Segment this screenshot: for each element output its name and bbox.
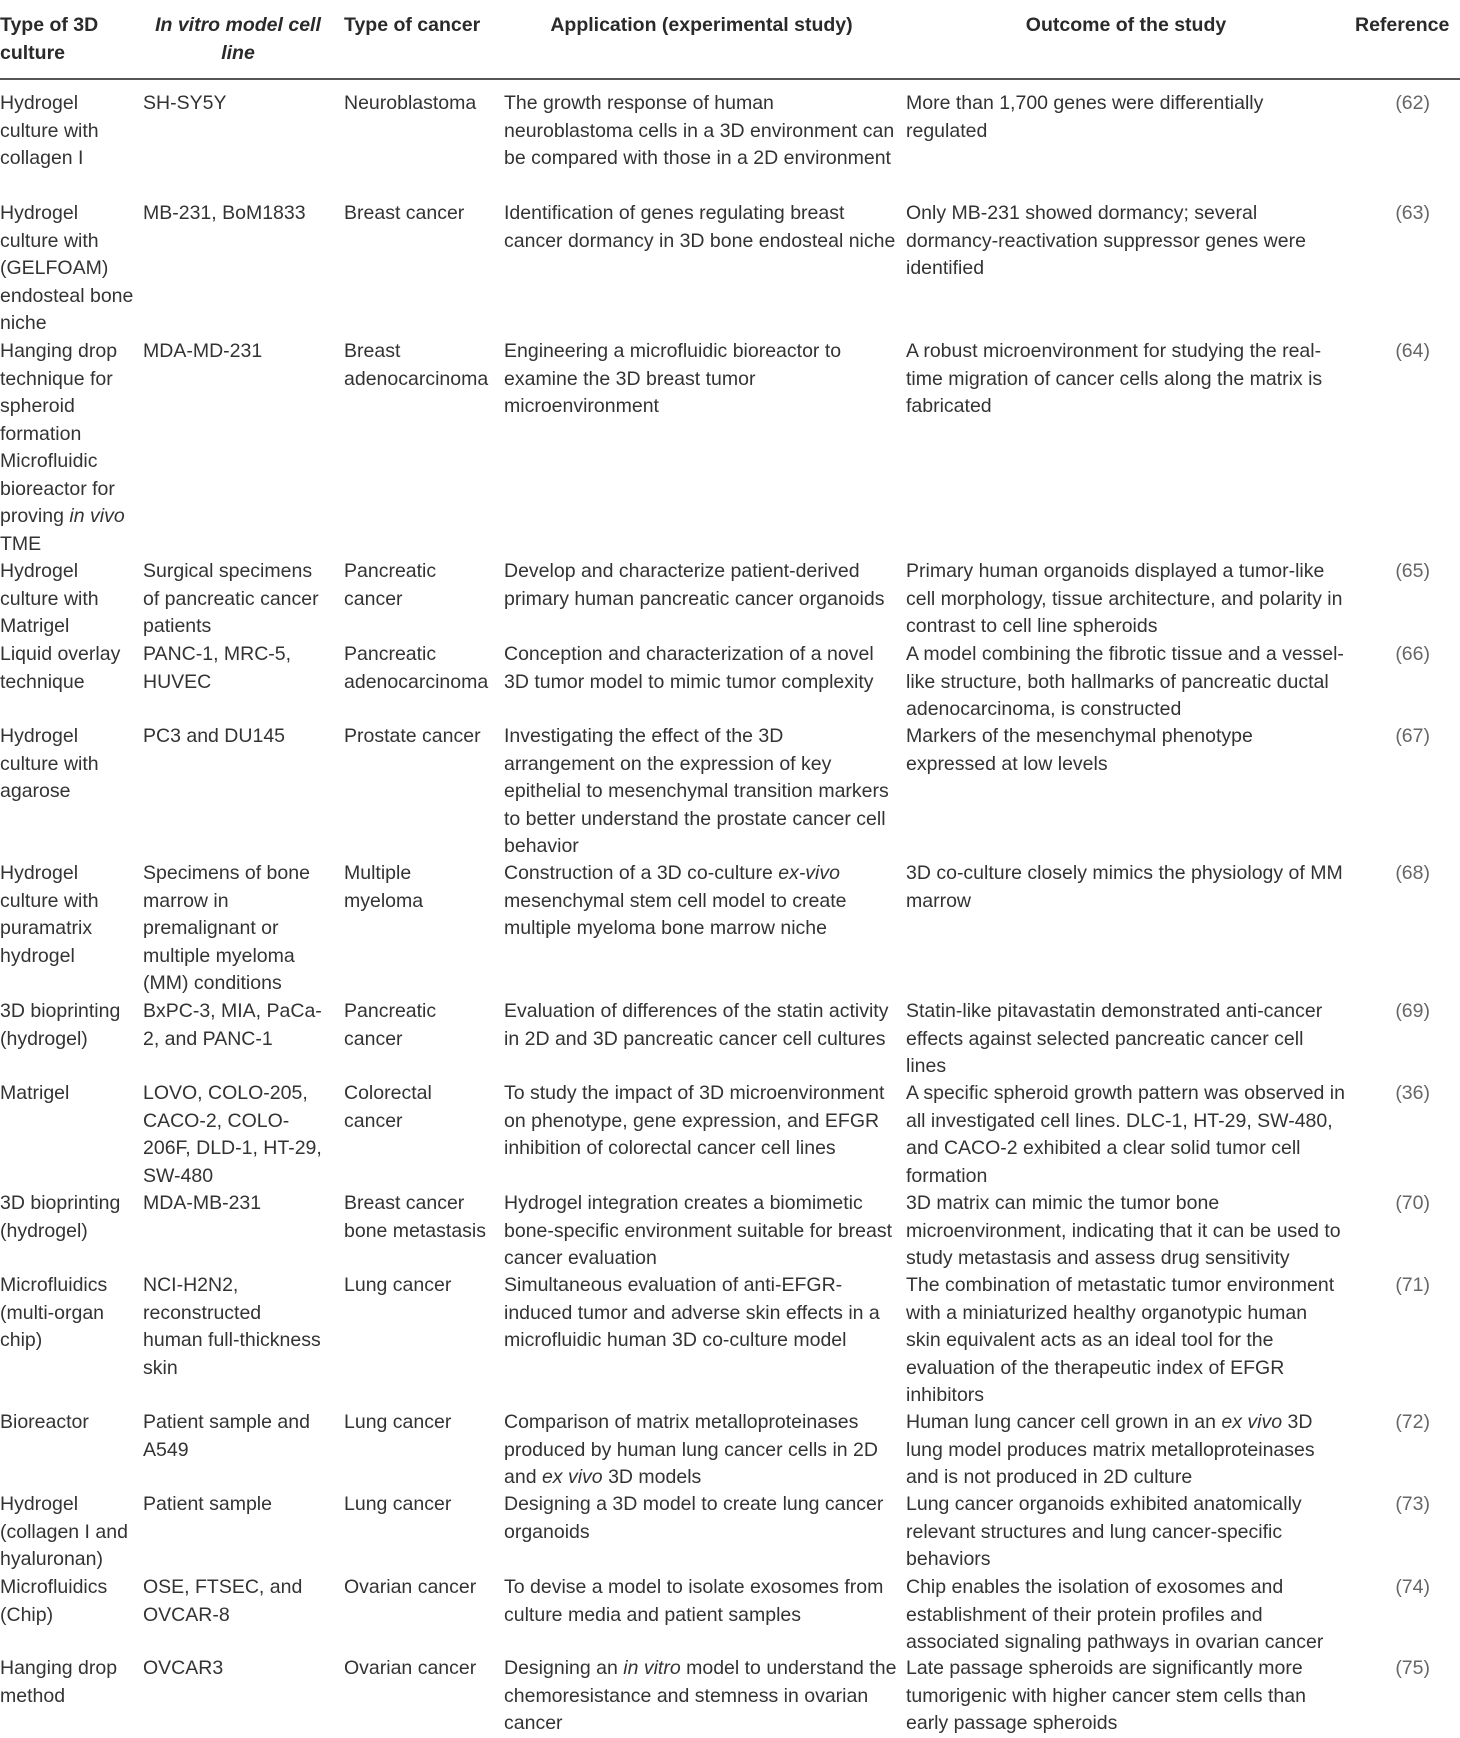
cell-type: Bioreactor xyxy=(0,1411,89,1433)
cell-outcome: 3D matrix can mimic the tumor bone microenvironment, indicating that it can be used to study metastasis and assess drug sensitivity xyxy=(906,1192,1341,1269)
cell-reference: (72) xyxy=(1395,1411,1430,1433)
cell-line: OSE, FTSEC, and OVCAR-8 xyxy=(143,1576,303,1626)
cell-cancer: Pancreatic cancer xyxy=(344,1000,437,1050)
cell-reference: (66) xyxy=(1395,643,1430,665)
cell-cancer: Ovarian cancer xyxy=(344,1576,477,1598)
cell-outcome: A specific spheroid growth pattern was observed in all investigated cell lines. DLC-1, HT-29, SW-480, and CACO-2 exhibited a clear solid tumor cell formation xyxy=(906,1082,1345,1187)
cell-type: Hydrogel culture with puramatrix hydrogel xyxy=(0,862,99,967)
cell-type: Microfluidics (multi-organ chip) xyxy=(0,1274,108,1351)
cell-outcome: The combination of metastatic tumor environment with a miniaturized healthy organotypic human skin equivalent acts as an ideal tool for the evaluation of the therapeutic index of EFGR inhibitors xyxy=(906,1274,1335,1406)
cell-outcome: Lung cancer organoids exhibited anatomically relevant structures and lung cancer-specific behaviors xyxy=(906,1493,1302,1570)
cell-type: Liquid overlay technique xyxy=(0,643,121,693)
cell-reference: (75) xyxy=(1395,1657,1430,1679)
cell-application: Develop and characterize patient-derived primary human pancreatic cancer organoids xyxy=(504,560,885,610)
cell-line: Patient sample and A549 xyxy=(143,1411,310,1461)
cell-cancer: Colorectal cancer xyxy=(344,1082,432,1132)
header-outcome: Outcome of the study xyxy=(1025,14,1227,36)
cell-reference: (71) xyxy=(1395,1274,1430,1296)
cell-line: SH-SY5Y xyxy=(143,92,227,114)
cell-cancer: Ovarian cancer xyxy=(344,1657,477,1679)
cell-application: Identification of genes regulating breast cancer dormancy in 3D bone endosteal niche xyxy=(504,202,896,252)
cell-outcome: 3D co-culture closely mimics the physiology of MM marrow xyxy=(906,862,1343,912)
cell-application: Investigating the effect of the 3D arrangement on the expression of key epithelial to mesenchymal transition markers to better understand the prostate cancer cell behavior xyxy=(504,725,889,857)
cell-outcome: Markers of the mesenchymal phenotype expressed at low levels xyxy=(906,725,1253,775)
cell-type: Hydrogel (collagen I and hyaluronan) xyxy=(0,1493,128,1570)
cell-reference: (74) xyxy=(1395,1576,1430,1598)
cell-cancer: Breast adenocarcinoma xyxy=(344,340,489,390)
cell-outcome: A robust microenvironment for studying the real-time migration of cancer cells along the matrix is fabricated xyxy=(906,340,1323,417)
cell-reference: (67) xyxy=(1395,725,1430,747)
cell-line: LOVO, COLO-205, CACO-2, COLO-206F, DLD-1, HT-29, SW-480 xyxy=(143,1082,322,1187)
cell-application: To devise a model to isolate exosomes from culture media and patient samples xyxy=(504,1576,884,1626)
cell-type: Hanging drop method xyxy=(0,1657,118,1707)
cell-reference: (73) xyxy=(1395,1493,1430,1515)
cell-cancer: Lung cancer xyxy=(344,1493,452,1515)
cell-outcome: Primary human organoids displayed a tumor-like cell morphology, tissue architecture, and polarity in contrast to cell line spheroids xyxy=(906,560,1343,637)
cell-application: Hydrogel integration creates a biomimetic bone-specific environment suitable for breast cancer evaluation xyxy=(504,1192,893,1269)
cell-outcome: Statin-like pitavastatin demonstrated anti-cancer effects against selected pancreatic cancer cell lines xyxy=(906,1000,1323,1077)
cell-cancer: Multiple myeloma xyxy=(344,862,424,912)
cell-application: Simultaneous evaluation of anti-EFGR-induced tumor and adverse skin effects in a microfluidic human 3D co-culture model xyxy=(504,1274,880,1351)
cell-outcome: Chip enables the isolation of exosomes and establishment of their protein profiles and associated signaling pathways in ovarian cancer xyxy=(906,1576,1324,1653)
cell-cancer: Lung cancer xyxy=(344,1411,452,1433)
header-divider xyxy=(0,78,1460,80)
header-cell-line: In vitro model cell line xyxy=(155,14,321,64)
header-reference: Reference xyxy=(1355,14,1450,36)
cell-application: Designing an in vitro model to understand the chemoresistance and stemness in ovarian cancer xyxy=(504,1657,897,1734)
cell-type: Microfluidics (Chip) xyxy=(0,1576,108,1626)
header-cancer: Type of cancer xyxy=(344,14,481,36)
cell-application: To study the impact of 3D microenvironment on phenotype, gene expression, and EFGR inhibition of colorectal cancer cell lines xyxy=(504,1082,885,1159)
cell-line: OVCAR3 xyxy=(143,1657,224,1679)
cell-outcome: Human lung cancer cell grown in an ex vivo 3D lung model produces matrix metalloproteinases and is not produced in 2D culture xyxy=(906,1411,1315,1488)
cell-application: Evaluation of differences of the statin activity in 2D and 3D pancreatic cancer cell cultures xyxy=(504,1000,889,1050)
cell-application: Comparison of matrix metalloproteinases produced by human lung cancer cells in 2D and ex vivo 3D models xyxy=(504,1411,878,1488)
cell-cancer: Lung cancer xyxy=(344,1274,452,1296)
cell-cancer: Breast cancer xyxy=(344,202,465,224)
cell-line: Patient sample xyxy=(143,1493,272,1515)
cell-application: Designing a 3D model to create lung cancer organoids xyxy=(504,1493,884,1543)
cell-cancer: Prostate cancer xyxy=(344,725,481,747)
cell-cancer: Breast cancer bone metastasis xyxy=(344,1192,486,1242)
cell-line: MDA-MD-231 xyxy=(143,340,263,362)
cell-line: Surgical specimens of pancreatic cancer patients xyxy=(143,560,319,637)
cell-outcome: Late passage spheroids are significantly more tumorigenic with higher cancer stem cells than early passage spheroids xyxy=(906,1657,1306,1734)
cell-type: Hydrogel culture with collagen I xyxy=(0,92,99,169)
cell-reference: (62) xyxy=(1395,92,1430,114)
cell-outcome: Only MB-231 showed dormancy; several dormancy-reactivation suppressor genes were identified xyxy=(906,202,1306,279)
cell-application: Construction of a 3D co-culture ex-vivo mesenchymal stem cell model to create multiple myeloma bone marrow niche xyxy=(504,862,847,939)
header-type-3d: Type of 3D culture xyxy=(0,14,99,64)
cell-line: PANC-1, MRC-5, HUVEC xyxy=(143,643,292,693)
cell-line: MB-231, BoM1833 xyxy=(143,202,306,224)
cell-line: NCI-H2N2, reconstructed human full-thickness skin xyxy=(143,1274,321,1379)
cell-outcome: A model combining the fibrotic tissue and a vessel-like structure, both hallmarks of pancreatic ductal adenocarcinoma, is constructed xyxy=(906,643,1344,720)
cell-reference: (36) xyxy=(1395,1082,1430,1104)
cell-reference: (68) xyxy=(1395,862,1430,884)
cell-type: Hydrogel culture with Matrigel xyxy=(0,560,99,637)
cell-type: 3D bioprinting (hydrogel) xyxy=(0,1000,121,1050)
cell-reference: (64) xyxy=(1395,340,1430,362)
cell-application: Engineering a microfluidic bioreactor to examine the 3D breast tumor microenvironment xyxy=(504,340,842,417)
cell-line: Specimens of bone marrow in premalignant or multiple myeloma (MM) conditions xyxy=(143,862,310,994)
cell-application: The growth response of human neuroblastoma cells in a 3D environment can be compared with those in a 2D environment xyxy=(504,92,895,169)
cell-reference: (65) xyxy=(1395,560,1430,582)
cell-type: Matrigel xyxy=(0,1082,70,1104)
cell-type: Hanging drop technique for spheroid formation Microfluidic bioreactor for proving in vivo TME xyxy=(0,340,125,555)
cell-application: Conception and characterization of a novel 3D tumor model to mimic tumor complexity xyxy=(504,643,874,693)
cell-type: Hydrogel culture with (GELFOAM) endosteal bone niche xyxy=(0,202,134,334)
cell-reference: (70) xyxy=(1395,1192,1430,1214)
cell-line: MDA-MB-231 xyxy=(143,1192,262,1214)
header-application: Application (experimental study) xyxy=(550,14,853,36)
cell-cancer: Neuroblastoma xyxy=(344,92,477,114)
cell-reference: (69) xyxy=(1395,1000,1430,1022)
cell-reference: (63) xyxy=(1395,202,1430,224)
cell-outcome: More than 1,700 genes were differentially regulated xyxy=(906,92,1264,142)
cell-line: BxPC-3, MIA, PaCa-2, and PANC-1 xyxy=(143,1000,322,1050)
cell-cancer: Pancreatic cancer xyxy=(344,560,437,610)
cell-type: Hydrogel culture with agarose xyxy=(0,725,99,802)
cell-cancer: Pancreatic adenocarcinoma xyxy=(344,643,489,693)
cell-line: PC3 and DU145 xyxy=(143,725,286,747)
cell-type: 3D bioprinting (hydrogel) xyxy=(0,1192,121,1242)
